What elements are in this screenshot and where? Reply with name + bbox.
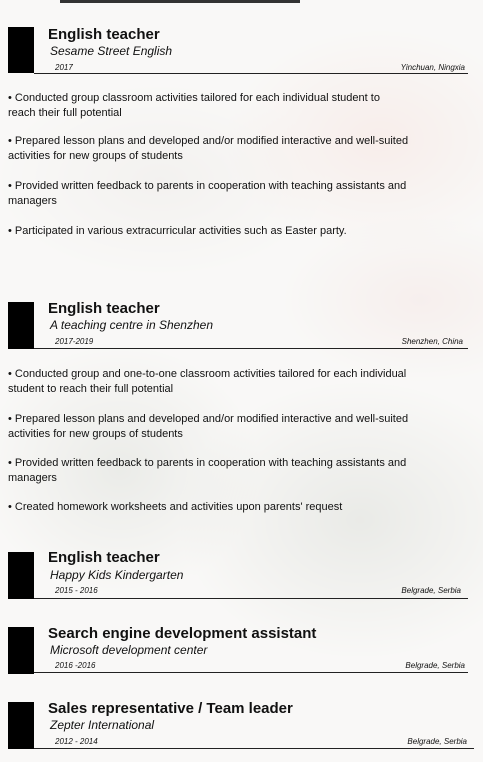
bullet-item: • Provided written feedback to parents in cooperation with teaching assistants and managers	[8, 457, 407, 484]
job-date: 2015 - 2016	[55, 586, 98, 595]
entry-divider	[34, 348, 468, 349]
bullet-item: • Participated in various extracurricular activities such as Easter party.	[8, 225, 347, 237]
entry-marker	[8, 702, 34, 749]
job-organization: Happy Kids Kindergarten	[50, 568, 184, 582]
top-divider	[60, 0, 300, 3]
entry-marker	[8, 627, 34, 674]
job-title: Sales representative / Team leader	[48, 700, 293, 717]
job-location: Belgrade, Serbia	[401, 586, 461, 595]
entry-divider	[34, 598, 468, 599]
job-location: Belgrade, Serbia	[407, 737, 467, 746]
job-title: English teacher	[48, 26, 160, 43]
bullet-item: • Created homework worksheets and activities upon parents' request	[8, 501, 343, 513]
bullet-item: • Prepared lesson plans and developed and/or modified interactive and well-suited activities for new groups of students	[8, 135, 409, 162]
bullet-item: • Provided written feedback to parents in cooperation with teaching assistants and managers	[8, 180, 407, 207]
job-date: 2016 -2016	[55, 661, 96, 670]
job-organization: A teaching centre in Shenzhen	[50, 318, 214, 332]
job-location: Yinchuan, Ningxia	[400, 63, 465, 72]
entry-divider	[34, 73, 468, 74]
job-title: Search engine development assistant	[48, 625, 317, 642]
job-date: 2017-2019	[55, 337, 94, 346]
entry-marker	[8, 27, 34, 73]
job-date: 2017	[55, 63, 73, 72]
job-title: English teacher	[48, 549, 160, 566]
bullet-item: • Conducted group classroom activities tailored for each individual student to reach their full potential	[8, 92, 380, 119]
entry-divider	[34, 748, 474, 749]
bullet-item: • Conducted group and one-to-one classroom activities tailored for each individual student to reach their full potential	[8, 368, 407, 395]
job-organization: Microsoft development center	[50, 643, 208, 657]
job-title: English teacher	[48, 300, 160, 317]
job-date: 2012 - 2014	[55, 737, 98, 746]
bullet-item: • Prepared lesson plans and developed and/or modified interactive and well-suited activities for new groups of students	[8, 413, 409, 440]
entry-divider	[34, 672, 468, 673]
entry-marker	[8, 302, 34, 349]
job-organization: Zepter International	[50, 718, 155, 732]
job-organization: Sesame Street English	[50, 44, 173, 58]
entry-marker	[8, 552, 34, 599]
job-location: Belgrade, Serbia	[405, 661, 465, 670]
job-location: Shenzhen, China	[401, 337, 463, 346]
